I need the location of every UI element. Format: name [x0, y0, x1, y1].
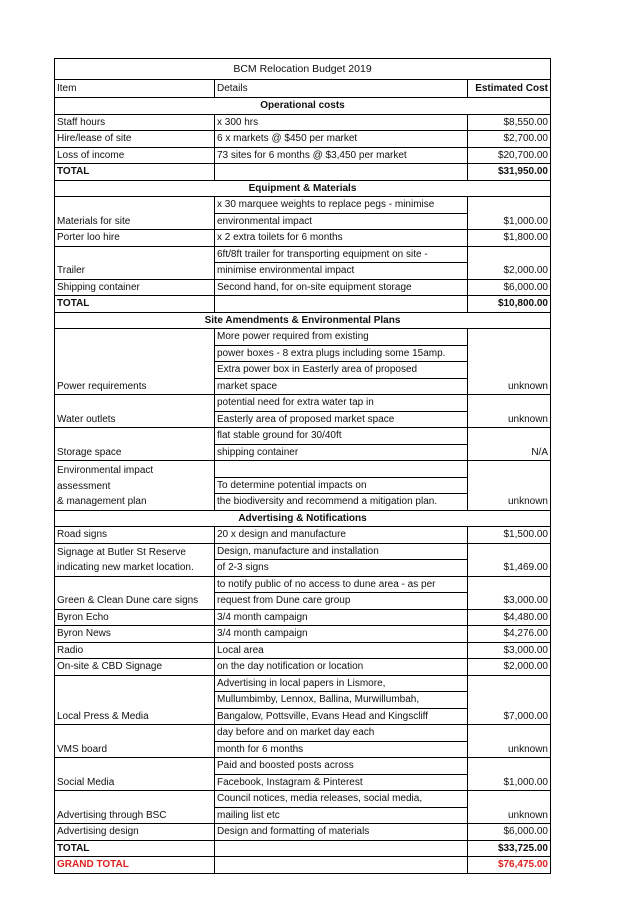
details-cell — [215, 115, 468, 131]
cost-cell — [468, 461, 550, 510]
details-cell — [215, 610, 468, 626]
item-cell — [55, 428, 215, 460]
details-line: market space — [217, 380, 278, 392]
details-cell — [215, 280, 468, 296]
details-line: 6ft/8ft trailer for transporting equipment on site - — [215, 247, 467, 264]
table-row — [55, 148, 550, 165]
details-cell — [215, 197, 468, 229]
details-line: x 30 marquee weights to replace pegs - minimise — [215, 197, 467, 214]
details-line: minimise environmental impact — [217, 265, 355, 276]
cost-value: $2,000.00 — [503, 265, 548, 276]
grand-total-row — [55, 857, 550, 873]
equipment-total-row-value: $10,800.00 — [497, 298, 548, 309]
cost-cell — [468, 230, 550, 246]
cost-value: unknown — [507, 743, 548, 755]
details-line: request from Dune care group — [217, 595, 351, 606]
item-cell — [55, 791, 215, 823]
header-cost: Estimated Cost — [475, 83, 548, 94]
details-line: of 2-3 signs — [217, 562, 269, 573]
section-heading-site: Site Amendments & Environmental Plans — [55, 313, 550, 330]
equipment-total-row-label: TOTAL — [55, 296, 215, 312]
item-line: & management plan — [57, 496, 147, 507]
item-cell — [55, 131, 215, 147]
cost-value: $2,700.00 — [503, 133, 548, 144]
item-label: Porter loo hire — [57, 232, 120, 243]
table-row — [55, 676, 550, 726]
cost-value: $1,800.00 — [503, 232, 548, 243]
item-cell — [55, 329, 215, 394]
item-label: Power requirements — [57, 380, 147, 392]
cost-cell — [468, 659, 550, 675]
details-line: 20 x design and manufacture — [217, 529, 346, 540]
details-line: More power required from existing — [215, 329, 467, 346]
table-row — [55, 577, 550, 610]
details-line: shipping container — [217, 446, 299, 458]
item-cell — [55, 626, 215, 642]
details-line: the biodiversity and recommend a mitigation plan. — [217, 496, 438, 507]
table-row — [55, 197, 550, 230]
item-cell — [55, 148, 215, 164]
details-line: Facebook, Instagram & Pinterest — [217, 776, 363, 788]
item-label: Local Press & Media — [57, 710, 149, 722]
budget-table — [54, 58, 551, 874]
item-line: Signage at Butler St Reserve — [57, 546, 186, 558]
item-label: Staff hours — [57, 116, 106, 128]
details-cell — [215, 626, 468, 642]
cost-value: $4,480.00 — [503, 611, 548, 623]
table-row — [55, 428, 550, 461]
item-cell — [55, 527, 215, 543]
details-cell — [215, 527, 468, 543]
header-row — [55, 80, 550, 98]
table-row — [55, 527, 550, 544]
details-line: Advertising in local papers in Lismore, — [215, 676, 467, 693]
details-line: 6 x markets @ $450 per market — [217, 133, 358, 144]
item-line: Environmental impact — [57, 465, 154, 476]
operational-total-row — [55, 164, 550, 181]
details-cell — [215, 131, 468, 147]
details-line: Extra power box in Easterly area of proposed — [215, 362, 467, 379]
cost-cell — [468, 131, 550, 147]
cost-value: N/A — [531, 446, 548, 458]
details-line: to notify public of no access to dune area - as per — [215, 577, 467, 594]
item-cell — [55, 115, 215, 131]
details-line: Council notices, media releases, social media, — [215, 791, 467, 808]
section-heading-equipment: Equipment & Materials — [55, 181, 550, 198]
table-row — [55, 544, 550, 577]
item-label: VMS board — [57, 743, 108, 755]
cost-cell — [468, 824, 550, 840]
item-cell — [55, 247, 215, 279]
table-body — [55, 98, 550, 873]
cost-cell — [468, 626, 550, 642]
item-label: Storage space — [57, 446, 122, 458]
equipment-total-row — [55, 296, 550, 313]
item-cell — [55, 824, 215, 840]
details-line: mailing list etc — [217, 809, 280, 821]
section-heading-advertising: Advertising & Notifications — [55, 511, 550, 528]
details-line: Local area — [217, 644, 264, 656]
details-cell — [215, 544, 468, 576]
table-row — [55, 758, 550, 791]
details-cell — [215, 643, 468, 659]
cost-cell — [468, 676, 550, 725]
table-row — [55, 791, 550, 824]
details-line — [215, 461, 467, 478]
item-label: Green & Clean Dune care signs — [57, 595, 199, 606]
item-label: Hire/lease of site — [57, 133, 132, 144]
item-line: assessment — [57, 480, 111, 492]
details-cell — [215, 148, 468, 164]
details-line: flat stable ground for 30/40ft — [215, 428, 467, 445]
table-title: BCM Relocation Budget 2019 — [55, 59, 550, 80]
cost-cell — [468, 395, 550, 427]
item-cell — [55, 577, 215, 609]
header-item: Item — [55, 80, 215, 97]
item-label: Byron News — [57, 628, 111, 639]
cost-value: $1,000.00 — [503, 215, 548, 227]
cost-value: $1,500.00 — [503, 529, 548, 540]
details-cell — [215, 247, 468, 279]
cost-cell — [468, 197, 550, 229]
details-line: 3/4 month campaign — [217, 628, 308, 639]
table-row — [55, 824, 550, 841]
cost-value: unknown — [507, 496, 548, 507]
details-cell — [215, 329, 468, 394]
item-label: Road signs — [57, 529, 108, 540]
item-label: Advertising design — [57, 826, 139, 837]
details-line: day before and on market day each — [215, 725, 467, 742]
cost-value: unknown — [507, 809, 548, 821]
cost-value: $8,550.00 — [503, 116, 548, 128]
details-line: 73 sites for 6 months @ $3,450 per market — [217, 149, 407, 161]
table-row — [55, 461, 550, 511]
cost-value: $7,000.00 — [503, 710, 548, 722]
item-label: Advertising through BSC — [57, 809, 167, 821]
header-details: Details — [215, 80, 468, 97]
cost-value: $1,000.00 — [503, 776, 548, 788]
cost-cell — [468, 247, 550, 279]
operational-total-row-label: TOTAL — [55, 164, 215, 180]
details-cell — [215, 791, 468, 823]
details-line: Design and formatting of materials — [217, 826, 370, 837]
operational-total-row-spacer — [215, 164, 468, 180]
item-cell — [55, 197, 215, 229]
advertising-total-row-value: $33,725.00 — [497, 842, 548, 854]
details-cell — [215, 725, 468, 757]
item-line: indicating new market location. — [57, 562, 194, 573]
cost-cell — [468, 758, 550, 790]
cost-value: $20,700.00 — [497, 149, 548, 161]
cost-cell — [468, 280, 550, 296]
table-row — [55, 626, 550, 643]
details-cell — [215, 676, 468, 725]
grand-total-row-value: $76,475.00 — [497, 859, 548, 870]
table-row — [55, 395, 550, 428]
table-row — [55, 725, 550, 758]
item-cell — [55, 461, 215, 510]
cost-cell — [468, 428, 550, 460]
cost-cell — [468, 544, 550, 576]
details-cell — [215, 428, 468, 460]
item-cell — [55, 610, 215, 626]
item-cell — [55, 395, 215, 427]
equipment-total-row-spacer — [215, 296, 468, 312]
details-line: Bangalow, Pottsville, Evans Head and Kingscliff — [217, 710, 429, 722]
item-cell — [55, 280, 215, 296]
table-row — [55, 230, 550, 247]
details-line: x 2 extra toilets for 6 months — [217, 232, 343, 243]
cost-cell — [468, 527, 550, 543]
details-line: Paid and boosted posts across — [215, 758, 467, 775]
cost-cell — [468, 148, 550, 164]
details-cell — [215, 230, 468, 246]
cost-value: $3,000.00 — [503, 595, 548, 606]
item-cell — [55, 725, 215, 757]
details-cell — [215, 395, 468, 427]
details-line: on the day notification or location — [217, 661, 364, 672]
details-cell — [215, 824, 468, 840]
cost-value: $4,276.00 — [503, 628, 548, 639]
item-cell — [55, 544, 215, 576]
cost-cell — [468, 643, 550, 659]
table-row — [55, 329, 550, 395]
table-row — [55, 643, 550, 660]
details-line: Easterly area of proposed market space — [217, 413, 395, 425]
item-label: Shipping container — [57, 281, 140, 293]
item-cell — [55, 659, 215, 675]
advertising-total-row — [55, 841, 550, 858]
details-cell — [215, 577, 468, 609]
details-cell — [215, 758, 468, 790]
item-label: Water outlets — [57, 413, 116, 425]
cost-value: unknown — [507, 413, 548, 425]
cost-value: $3,000.00 — [503, 644, 548, 656]
details-line: potential need for extra water tap in — [215, 395, 467, 412]
item-label: Byron Echo — [57, 611, 109, 623]
item-label: Radio — [57, 644, 84, 656]
details-line: Mullumbimby, Lennox, Ballina, Murwillumbah, — [215, 692, 467, 709]
details-line: Second hand, for on-site equipment storage — [217, 281, 412, 293]
cost-cell — [468, 329, 550, 394]
details-line: month for 6 months — [217, 743, 304, 755]
item-cell — [55, 230, 215, 246]
cost-cell — [468, 115, 550, 131]
advertising-total-row-label: TOTAL — [55, 841, 215, 857]
cost-cell — [468, 610, 550, 626]
table-row — [55, 131, 550, 148]
details-cell — [215, 461, 468, 510]
item-cell — [55, 758, 215, 790]
details-line: environmental impact — [217, 215, 313, 227]
cost-cell — [468, 577, 550, 609]
table-row — [55, 610, 550, 627]
item-label: Social Media — [57, 776, 115, 788]
item-cell — [55, 676, 215, 725]
item-label: On-site & CBD Signage — [57, 661, 163, 672]
grand-total-row-label: GRAND TOTAL — [55, 857, 215, 873]
cost-cell — [468, 791, 550, 823]
details-line: Design, manufacture and installation — [215, 544, 467, 561]
section-heading-operational: Operational costs — [55, 98, 550, 115]
details-line: 3/4 month campaign — [217, 611, 308, 623]
details-cell — [215, 659, 468, 675]
item-label: Loss of income — [57, 149, 125, 161]
cost-value: $6,000.00 — [503, 281, 548, 293]
grand-total-row-spacer — [215, 857, 468, 873]
details-line: x 300 hrs — [217, 116, 259, 128]
cost-value: $6,000.00 — [503, 826, 548, 837]
operational-total-row-value: $31,950.00 — [497, 166, 548, 177]
cost-value: $1,469.00 — [503, 562, 548, 573]
cost-value: unknown — [507, 380, 548, 392]
advertising-total-row-spacer — [215, 841, 468, 857]
details-line: To determine potential impacts on — [215, 478, 467, 495]
cost-cell — [468, 725, 550, 757]
table-row — [55, 659, 550, 676]
item-cell — [55, 643, 215, 659]
item-label: Trailer — [57, 265, 85, 276]
table-row — [55, 280, 550, 297]
cost-value: $2,000.00 — [503, 661, 548, 672]
details-line: power boxes - 8 extra plugs including some 15amp. — [215, 346, 467, 363]
table-row — [55, 115, 550, 132]
item-label: Materials for site — [57, 215, 131, 227]
table-row — [55, 247, 550, 280]
